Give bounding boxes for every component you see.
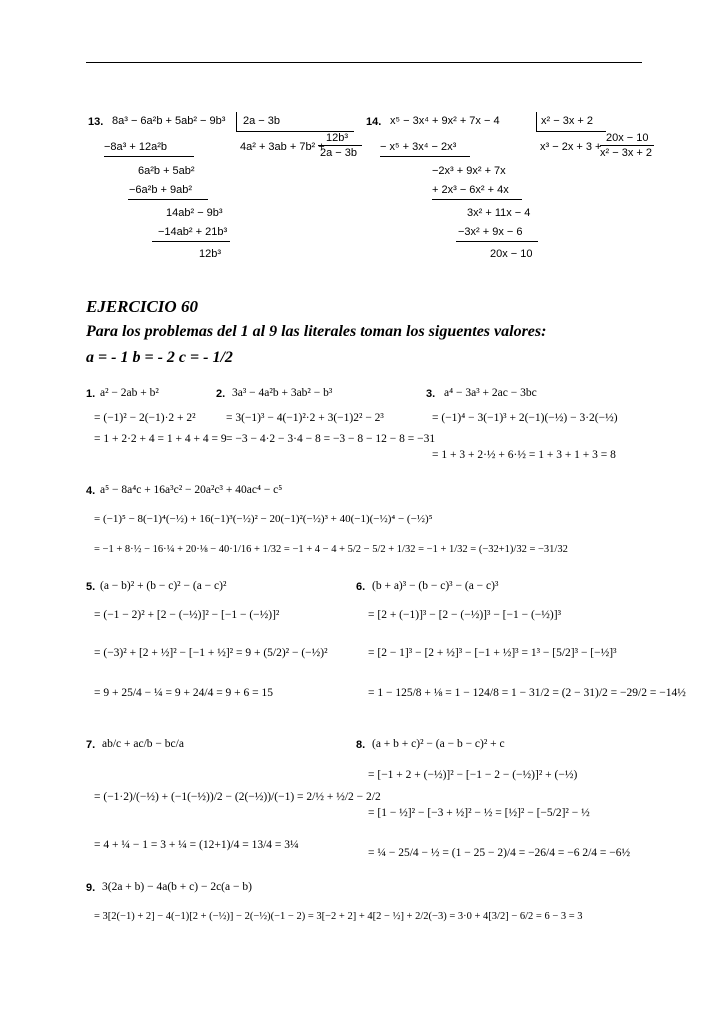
- problem-6-expr: (b + a)³ − (b − c)³ − (a − c)³: [372, 580, 499, 592]
- problem-2-number: 2.: [216, 388, 226, 400]
- problem-1-number: 1.: [86, 388, 96, 400]
- problem-6-line-1: = [2 + (−1)]³ − [2 − (−½)]³ − [−1 − (−½)]³: [368, 609, 562, 621]
- problem-2-line-2: = −3 − 4·2 − 3·4 − 8 = −3 − 8 − 12 − 8 = −31: [226, 433, 436, 445]
- p13-step-4: 14ab² − 9b³: [166, 207, 223, 219]
- problem-8-line-2: = [1 − ½]² − [−3 + ½]² − ½ = [½]² − [−5/2]² − ½: [368, 807, 590, 819]
- p13-frac-bar: [318, 145, 362, 146]
- problem-7-number: 7.: [86, 739, 96, 751]
- problem-1-line-2: = 1 + 2·2 + 4 = 1 + 4 + 4 = 9: [94, 433, 227, 445]
- p13-number: 13.: [88, 116, 104, 128]
- p14-frac-bar: [600, 145, 654, 146]
- problem-3-line-1: = (−1)⁴ − 3(−1)³ + 2(−1)(−½) − 3·2(−½): [432, 412, 618, 424]
- p13-divisor: 2a − 3b: [243, 115, 281, 127]
- problem-3-expr: a⁴ − 3a³ + 2ac − 3bc: [444, 387, 537, 399]
- p13-step-line-2: [128, 199, 208, 200]
- exercise-values: a = - 1 b = - 2 c = - 1/2: [86, 349, 233, 366]
- p14-step-3: + 2x³ − 6x² + 4x: [432, 184, 509, 196]
- problem-6-line-3: = 1 − 125/8 + ⅛ = 1 − 124/8 = 1 − 31/2 = (2 − 31)/2 = −29/2 = −14½: [368, 687, 686, 699]
- problem-5-number: 5.: [86, 581, 96, 593]
- p13-step-6: 12b³: [199, 248, 222, 260]
- problem-8-line-1: = [−1 + 2 + (−½)]² − [−1 − 2 − (−½)]² + (−½): [368, 769, 578, 781]
- p14-step-5: −3x² + 9x − 6: [458, 226, 523, 238]
- p14-quotient: x³ − 2x + 3 +: [540, 141, 602, 153]
- p13-step-1: −8a³ + 12a²b: [104, 141, 167, 153]
- p13-step-3: −6a²b + 9ab²: [129, 184, 192, 196]
- p14-step-line-2: [432, 199, 522, 200]
- p14-divisor-line: [536, 131, 606, 132]
- problem-4-line-1: = (−1)⁵ − 8(−1)⁴(−½) + 16(−1)³(−½)² − 20(−1)²(−½)³ + 40(−1)(−½)⁴ − (−½)⁵: [94, 513, 433, 525]
- problem-3-number: 3.: [426, 388, 436, 400]
- problem-5-line-2: = (−3)² + [2 + ½]² − [−1 + ½]² = 9 + (5/2)² − (−½)²: [94, 647, 328, 659]
- p13-div-bar: [236, 112, 237, 132]
- problem-6-line-2: = [2 − 1]³ − [2 + ½]³ − [−1 + ½]³ = 1³ − [5/2]³ − [−½]³: [368, 647, 617, 659]
- problem-7-expr: ab/c + ac/b − bc/a: [102, 738, 184, 750]
- problem-5-expr: (a − b)² + (b − c)² − (a − c)²: [100, 580, 227, 592]
- p13-step-5: −14ab² + 21b³: [158, 226, 228, 238]
- p13-quotient: 4a² + 3ab + 7b² +: [240, 141, 325, 153]
- problem-1-expr: a² − 2ab + b²: [100, 387, 159, 399]
- p14-step-6: 20x − 10: [490, 248, 533, 260]
- problem-6-number: 6.: [356, 581, 366, 593]
- problem-5-line-1: = (−1 − 2)² + [2 − (−½)]² − [−1 − (−½)]²: [94, 609, 280, 621]
- problem-3-line-2: = 1 + 3 + 2·½ + 6·½ = 1 + 3 + 1 + 3 = 8: [432, 449, 616, 461]
- problem-2-line-1: = 3(−1)³ − 4(−1)²·2 + 3(−1)2² − 2³: [226, 412, 384, 424]
- problem-7-line-1: = (−1·2)/(−½) + (−1(−½))/2 − (2(−½))/(−1) = 2/½ + ½/2 − 2/2: [94, 791, 381, 803]
- p13-dividend: 8a³ − 6a²b + 5ab² − 9b³: [112, 115, 226, 127]
- p13-step-line-1: [104, 156, 194, 157]
- problem-4-number: 4.: [86, 485, 96, 497]
- p14-step-line-3: [456, 241, 538, 242]
- p14-remainder-num: 20x − 10: [606, 132, 649, 144]
- problem-9-number: 9.: [86, 882, 96, 894]
- problem-8-number: 8.: [356, 739, 366, 751]
- p13-remainder-num: 12b³: [326, 132, 349, 144]
- problem-4-line-2: = −1 + 8·½ − 16·¼ + 20·⅛ − 40·1/16 + 1/32 = −1 + 4 − 4 + 5/2 − 5/2 + 1/32 = −1 + 1/32 = (−32+1)/32 = −31/32: [94, 544, 568, 555]
- exercise-intro: Para los problemas del 1 al 9 las literales toman los siguentes valores:: [86, 323, 547, 340]
- problem-1-line-1: = (−1)² − 2(−1)·2 + 2²: [94, 412, 196, 424]
- problem-5-line-3: = 9 + 25/4 − ¼ = 9 + 24/4 = 9 + 6 = 15: [94, 687, 274, 699]
- problem-4-expr: a⁵ − 8a⁴c + 16a³c² − 20a²c³ + 40ac⁴ − c⁵: [100, 484, 283, 496]
- p14-number: 14.: [366, 116, 382, 128]
- problem-8-line-3: = ¼ − 25/4 − ½ = (1 − 25 − 2)/4 = −26/4 = −6 2/4 = −6½: [368, 847, 631, 859]
- problem-2-expr: 3a³ − 4a²b + 3ab² − b³: [232, 387, 333, 399]
- p14-divisor: x² − 3x + 2: [541, 115, 593, 127]
- p14-step-line-1: [380, 156, 470, 157]
- p13-step-line-3: [152, 241, 230, 242]
- p13-step-2: 6a²b + 5ab²: [138, 165, 195, 177]
- p14-div-bar: [536, 112, 537, 132]
- p14-dividend: x⁵ − 3x⁴ + 9x² + 7x − 4: [390, 115, 500, 127]
- p13-remainder-den: 2a − 3b: [320, 147, 358, 159]
- problem-9-expr: 3(2a + b) − 4a(b + c) − 2c(a − b): [102, 881, 252, 893]
- p14-step-2: −2x³ + 9x² + 7x: [432, 165, 506, 177]
- p14-step-4: 3x² + 11x − 4: [467, 207, 531, 219]
- problem-9-line-1: = 3[2(−1) + 2] − 4(−1)[2 + (−½)] − 2(−½)(−1 − 2) = 3[−2 + 2] + 4[2 − ½] + 2/2(−3) = 3·0 + 4[3/2] − 6/2 = 6 − 3 = 3: [94, 911, 583, 922]
- p14-remainder-den: x² − 3x + 2: [600, 147, 652, 159]
- problem-7-line-2: = 4 + ¼ − 1 = 3 + ¼ = (12+1)/4 = 13/4 = 3¼: [94, 839, 299, 851]
- problem-8-expr: (a + b + c)² − (a − b − c)² + c: [372, 738, 505, 750]
- exercise-title: EJERCICIO 60: [86, 297, 198, 316]
- top-rule: [86, 62, 642, 63]
- p14-step-1: − x⁵ + 3x⁴ − 2x³: [380, 141, 457, 153]
